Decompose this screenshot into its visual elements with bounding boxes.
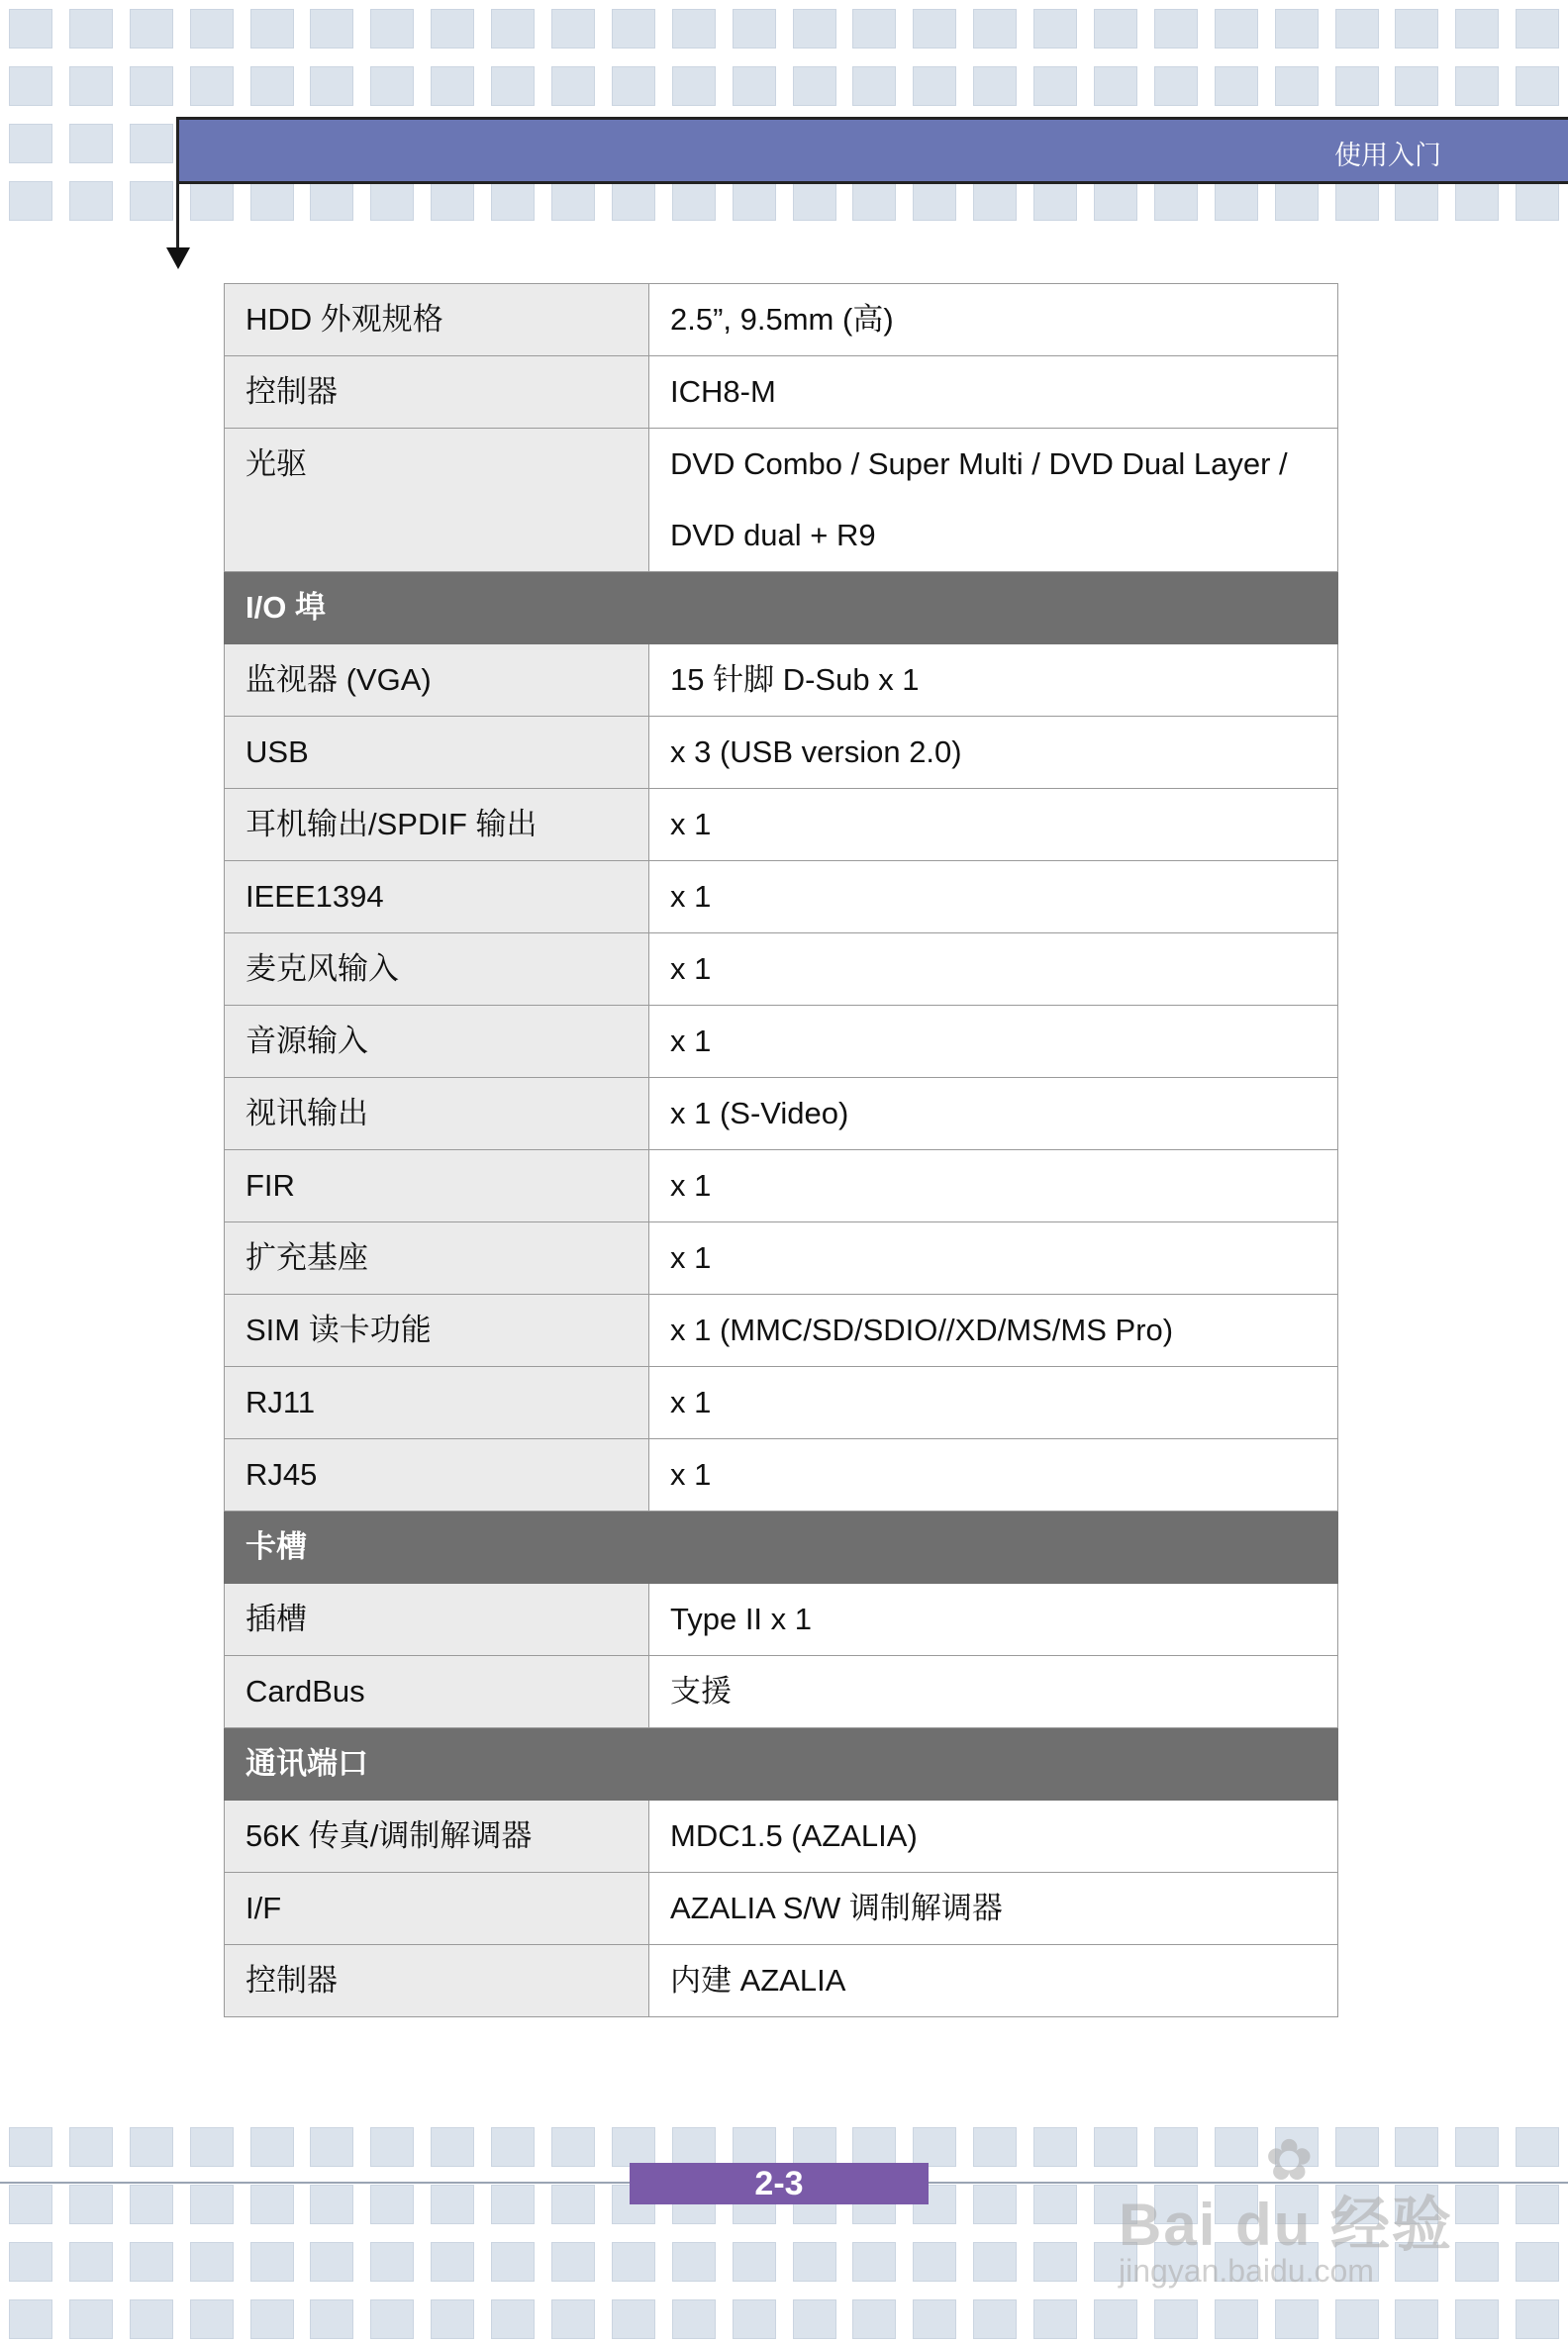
decorative-tile: [672, 2127, 716, 2167]
decorative-tile: [69, 2127, 113, 2167]
spec-row: [225, 933, 1338, 1006]
decorative-tile: [310, 9, 353, 49]
spec-row: [225, 1873, 1338, 1945]
decorative-tile: [1215, 66, 1258, 106]
down-arrow-icon: [166, 247, 190, 269]
decorative-tile: [370, 2127, 414, 2167]
decorative-tile: [250, 2242, 294, 2282]
decorative-tile: [793, 181, 836, 221]
spec-label: 视讯输出: [225, 1078, 649, 1150]
decorative-tile: [310, 2185, 353, 2224]
decorative-tile: [973, 181, 1017, 221]
decorative-tile: [431, 2242, 474, 2282]
spec-value: x 1: [649, 1367, 1338, 1439]
decorative-tile: [1275, 2299, 1319, 2339]
decorative-tile: [1094, 66, 1137, 106]
decorative-tile: [793, 66, 836, 106]
decorative-tile: [431, 181, 474, 221]
spec-row: [225, 284, 1338, 356]
decorative-tile: [491, 2185, 535, 2224]
decorative-tile: [973, 2242, 1017, 2282]
decorative-tile: [1033, 2185, 1077, 2224]
decorative-tile: [733, 181, 776, 221]
section-header-row: [225, 1728, 1338, 1801]
spec-label: IEEE1394: [225, 861, 649, 933]
spec-label: 监视器 (VGA): [225, 644, 649, 717]
spec-row: [225, 1078, 1338, 1150]
spec-row: [225, 1439, 1338, 1512]
section-title: 通讯端口: [225, 1728, 1338, 1801]
decorative-tile: [310, 2127, 353, 2167]
spec-value: x 1 (S-Video): [649, 1078, 1338, 1150]
decorative-tile: [551, 2185, 595, 2224]
decorative-tile: [250, 2299, 294, 2339]
decorative-tile: [913, 2299, 956, 2339]
decorative-tile: [1275, 9, 1319, 49]
decorative-tile: [551, 2242, 595, 2282]
decorative-tile: [9, 2299, 52, 2339]
decorative-tile: [1033, 9, 1077, 49]
decorative-tile: [69, 2242, 113, 2282]
watermark-url: jingyan.baidu.com: [1119, 2253, 1374, 2289]
decorative-tile: [9, 66, 52, 106]
decorative-tile: [1395, 2299, 1438, 2339]
decorative-tile: [852, 66, 896, 106]
decorative-tile: [69, 2299, 113, 2339]
decorative-tile: [852, 2127, 896, 2167]
decorative-tile: [612, 2127, 655, 2167]
decorative-tile: [491, 66, 535, 106]
decorative-tile: [793, 2242, 836, 2282]
spec-row: [225, 1584, 1338, 1656]
decorative-tile: [1455, 2299, 1499, 2339]
decorative-tile: [310, 66, 353, 106]
decorative-tile: [852, 2299, 896, 2339]
watermark-brand: Bai du 经验: [1119, 2192, 1454, 2258]
decorative-tile: [130, 66, 173, 106]
spec-label: 控制器: [225, 356, 649, 429]
section-header-row: [225, 1512, 1338, 1584]
decorative-tile: [1033, 181, 1077, 221]
decorative-tile: [913, 2127, 956, 2167]
decorative-tile: [190, 2299, 234, 2339]
spec-label: FIR: [225, 1150, 649, 1222]
decorative-tile: [431, 2127, 474, 2167]
section-title: 卡槽: [225, 1512, 1338, 1584]
decorative-tile: [1516, 66, 1559, 106]
decorative-tile: [1516, 181, 1559, 221]
spec-row: [225, 717, 1338, 789]
spec-value: x 3 (USB version 2.0): [649, 717, 1338, 789]
decorative-tile: [973, 2185, 1017, 2224]
decorative-tile: [672, 9, 716, 49]
decorative-tile: [612, 2242, 655, 2282]
decorative-tile: [1215, 2299, 1258, 2339]
decorative-tile: [130, 2299, 173, 2339]
spec-value: Type II x 1: [649, 1584, 1338, 1656]
decorative-tile: [69, 2185, 113, 2224]
baidu-watermark: [1109, 2126, 1505, 2295]
decorative-tile: [1215, 9, 1258, 49]
decorative-tile: [551, 9, 595, 49]
decorative-tile: [491, 2127, 535, 2167]
decorative-tile: [370, 9, 414, 49]
decorative-tile: [250, 2127, 294, 2167]
decorative-tile: [431, 66, 474, 106]
decorative-tile: [1335, 181, 1379, 221]
decorative-tile: [1395, 9, 1438, 49]
spec-row: [225, 1801, 1338, 1873]
header-connector-line: [176, 117, 179, 255]
decorative-tile: [551, 2127, 595, 2167]
decorative-tile: [9, 2242, 52, 2282]
spec-row: [225, 789, 1338, 861]
decorative-tile: [1154, 2299, 1198, 2339]
spec-row: [225, 1656, 1338, 1728]
decorative-tile: [310, 2242, 353, 2282]
decorative-tile: [9, 124, 52, 163]
decorative-tile: [1335, 2299, 1379, 2339]
decorative-tile: [612, 9, 655, 49]
spec-label: 音源输入: [225, 1006, 649, 1078]
spec-value: 2.5”, 9.5mm (高): [649, 284, 1338, 356]
decorative-tile: [370, 66, 414, 106]
decorative-tile: [913, 181, 956, 221]
decorative-tile: [793, 9, 836, 49]
decorative-tile: [431, 2185, 474, 2224]
decorative-tile: [9, 2185, 52, 2224]
decorative-tile: [612, 2299, 655, 2339]
spec-row: [225, 1367, 1338, 1439]
spec-value: x 1: [649, 789, 1338, 861]
decorative-tile: [672, 2299, 716, 2339]
decorative-tile: [672, 181, 716, 221]
spec-value: 支援: [649, 1656, 1338, 1728]
decorative-tile: [973, 9, 1017, 49]
decorative-tile: [1516, 2127, 1559, 2167]
spec-row: [225, 644, 1338, 717]
decorative-tile: [250, 2185, 294, 2224]
spec-value: x 1: [649, 933, 1338, 1006]
spec-row: [225, 1295, 1338, 1367]
decorative-tile: [1455, 66, 1499, 106]
decorative-tile: [733, 2299, 776, 2339]
decorative-tile: [913, 9, 956, 49]
decorative-tile: [1395, 66, 1438, 106]
decorative-tile: [1033, 2299, 1077, 2339]
spec-label: CardBus: [225, 1656, 649, 1728]
decorative-tile: [1455, 181, 1499, 221]
decorative-tile: [130, 2185, 173, 2224]
decorative-tile: [491, 2299, 535, 2339]
decorative-tile: [1215, 181, 1258, 221]
spec-value: ICH8-M: [649, 356, 1338, 429]
spec-row: [225, 1945, 1338, 2017]
page-section-title: 使用入门: [1334, 141, 1441, 171]
paw-icon: ✿: [1265, 2128, 1314, 2193]
decorative-tile: [852, 2242, 896, 2282]
decorative-tile: [1094, 181, 1137, 221]
spec-row: [225, 429, 1338, 572]
spec-row: [225, 1150, 1338, 1222]
decorative-tile: [1455, 9, 1499, 49]
decorative-tile: [310, 2299, 353, 2339]
spec-value: x 1: [649, 1439, 1338, 1512]
decorative-tile: [612, 181, 655, 221]
decorative-tile: [190, 2127, 234, 2167]
decorative-tile: [250, 66, 294, 106]
decorative-tile: [130, 9, 173, 49]
spec-row: [225, 861, 1338, 933]
spec-label: 插槽: [225, 1584, 649, 1656]
decorative-tile: [551, 2299, 595, 2339]
decorative-tile: [1154, 66, 1198, 106]
decorative-tile: [130, 2127, 173, 2167]
decorative-tile: [491, 2242, 535, 2282]
decorative-tile: [250, 9, 294, 49]
decorative-tile: [130, 124, 173, 163]
decorative-tile: [913, 2242, 956, 2282]
decorative-tile: [1395, 181, 1438, 221]
decorative-tile: [431, 9, 474, 49]
spec-value: MDC1.5 (AZALIA): [649, 1801, 1338, 1873]
decorative-tile: [370, 2299, 414, 2339]
decorative-tile: [370, 181, 414, 221]
spec-label: 麦克风输入: [225, 933, 649, 1006]
spec-value: x 1: [649, 1150, 1338, 1222]
spec-label: 耳机输出/SPDIF 输出: [225, 789, 649, 861]
decorative-tile: [733, 2127, 776, 2167]
spec-value: x 1: [649, 1006, 1338, 1078]
decorative-tile: [250, 181, 294, 221]
decorative-tile: [69, 9, 113, 49]
decorative-tile: [793, 2127, 836, 2167]
spec-table: [224, 283, 1338, 2017]
decorative-tile: [431, 2299, 474, 2339]
decorative-tile: [130, 2242, 173, 2282]
decorative-tile: [913, 66, 956, 106]
decorative-tile: [491, 181, 535, 221]
decorative-tile: [973, 2127, 1017, 2167]
decorative-tile: [190, 181, 234, 221]
decorative-tile: [1275, 66, 1319, 106]
spec-value: x 1 (MMC/SD/SDIO//XD/MS/MS Pro): [649, 1295, 1338, 1367]
spec-label: 扩充基座: [225, 1222, 649, 1295]
spec-label: RJ11: [225, 1367, 649, 1439]
decorative-tile: [1516, 9, 1559, 49]
decorative-tile: [190, 66, 234, 106]
decorative-tile: [1335, 66, 1379, 106]
decorative-tile: [1154, 9, 1198, 49]
decorative-tile: [973, 66, 1017, 106]
spec-label: 控制器: [225, 1945, 649, 2017]
spec-row: [225, 1222, 1338, 1295]
decorative-tile: [1516, 2242, 1559, 2282]
decorative-tile: [1094, 9, 1137, 49]
decorative-tile: [491, 9, 535, 49]
page-number-badge: 2-3: [630, 2163, 929, 2204]
decorative-tile: [973, 2299, 1017, 2339]
spec-value: x 1: [649, 861, 1338, 933]
decorative-tile: [190, 9, 234, 49]
spec-label: I/F: [225, 1873, 649, 1945]
spec-label: HDD 外观规格: [225, 284, 649, 356]
decorative-tile: [1033, 66, 1077, 106]
spec-row: [225, 1006, 1338, 1078]
decorative-tile: [612, 66, 655, 106]
decorative-tile: [1335, 9, 1379, 49]
decorative-tile: [69, 124, 113, 163]
decorative-tile: [310, 181, 353, 221]
decorative-tile: [370, 2185, 414, 2224]
spec-value: DVD Combo / Super Multi / DVD Dual Layer / DVD dual + R9: [649, 429, 1338, 572]
section-title: I/O 埠: [225, 572, 1338, 644]
decorative-tile: [69, 66, 113, 106]
spec-label: 光驱: [225, 429, 649, 572]
decorative-tile: [793, 2299, 836, 2339]
decorative-tile: [69, 181, 113, 221]
spec-label: USB: [225, 717, 649, 789]
spec-row: [225, 356, 1338, 429]
decorative-tile: [733, 9, 776, 49]
decorative-tile: [370, 2242, 414, 2282]
spec-value: 15 针脚 D-Sub x 1: [649, 644, 1338, 717]
decorative-tile: [1033, 2127, 1077, 2167]
spec-label: SIM 读卡功能: [225, 1295, 649, 1367]
decorative-tile: [1275, 181, 1319, 221]
decorative-tile: [1094, 2299, 1137, 2339]
decorative-tile: [733, 2242, 776, 2282]
decorative-tile: [733, 66, 776, 106]
decorative-tile: [672, 66, 716, 106]
decorative-tile: [9, 181, 52, 221]
decorative-tile: [9, 2127, 52, 2167]
spec-label: 56K 传真/调制解调器: [225, 1801, 649, 1873]
spec-value: 内建 AZALIA: [649, 1945, 1338, 2017]
header-bar: [176, 117, 1568, 184]
decorative-tile: [190, 2185, 234, 2224]
spec-label: RJ45: [225, 1439, 649, 1512]
decorative-tile: [551, 66, 595, 106]
decorative-tile: [852, 181, 896, 221]
decorative-tile: [1516, 2299, 1559, 2339]
spec-value: x 1: [649, 1222, 1338, 1295]
section-header-row: [225, 572, 1338, 644]
decorative-tile: [1516, 2185, 1559, 2224]
decorative-tile: [130, 181, 173, 221]
decorative-tile: [672, 2242, 716, 2282]
decorative-tile: [1033, 2242, 1077, 2282]
decorative-tile: [1154, 181, 1198, 221]
decorative-tile: [551, 181, 595, 221]
spec-value: AZALIA S/W 调制解调器: [649, 1873, 1338, 1945]
decorative-tile: [852, 9, 896, 49]
decorative-tile: [9, 9, 52, 49]
decorative-tile: [190, 2242, 234, 2282]
